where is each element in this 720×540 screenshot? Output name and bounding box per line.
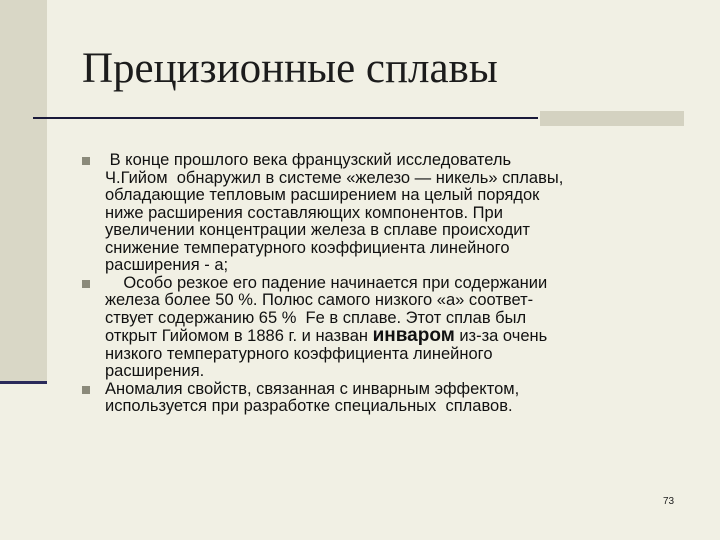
slide-body bbox=[80, 152, 680, 416]
bullet-text-line: железа более 50 %. Полюс самого низкого «а» соответ- bbox=[105, 291, 534, 309]
decorative-sidebar-rule bbox=[0, 381, 47, 384]
bullet-item bbox=[80, 275, 680, 381]
bullet-text-line bbox=[105, 327, 680, 346]
bullet-text-segment: из-за очень bbox=[454, 327, 548, 345]
title-underline bbox=[33, 117, 538, 119]
decorative-sidebar-block bbox=[0, 0, 47, 381]
bullet-text-line: В конце прошлого века французский исследователь bbox=[105, 151, 512, 169]
slide-title: Прецизионные сплавы bbox=[82, 45, 498, 92]
bullet-text-line: расширения. bbox=[105, 362, 205, 380]
bullet-item bbox=[80, 152, 680, 275]
bullet-item bbox=[80, 381, 680, 416]
bullet-text-line: расширения - а; bbox=[105, 256, 229, 274]
square-bullet-icon bbox=[82, 280, 90, 288]
bullet-text-line: низкого температурного коэффициента линейного bbox=[105, 344, 493, 363]
bullet-text-line: Особо резкое его падение начинается при содержании bbox=[105, 273, 548, 292]
bullet-text-line: используется при разработке специальных сплавов. bbox=[105, 397, 513, 415]
decorative-title-block bbox=[540, 111, 684, 126]
emphasized-term: инваром bbox=[372, 325, 455, 346]
bullet-text-line: ствует содержанию 65 % Fe в сплаве. Этот сплав был bbox=[105, 308, 527, 327]
bullet-text-line: Аномалия свойств, связанная с инварным эффектом, bbox=[105, 379, 520, 398]
page-number: 73 bbox=[663, 496, 675, 507]
bullet-text-line: увеличении концентрации железа в сплаве происходит bbox=[105, 221, 530, 239]
bullet-text-line: обладающие тепловым расширением на целый порядок bbox=[105, 186, 540, 204]
bullet-text-line: Ч.Гийом обнаружил в системе «железо — никель» сплавы, bbox=[105, 168, 564, 187]
bullet-text-line: снижение температурного коэффициента линейного bbox=[105, 238, 510, 257]
square-bullet-icon bbox=[82, 157, 90, 165]
bullet-text-segment: открыт Гийомом в 1886 г. и назван bbox=[105, 327, 373, 345]
bullet-text-line: ниже расширения составляющих компонентов. При bbox=[105, 203, 503, 222]
square-bullet-icon bbox=[82, 386, 90, 394]
